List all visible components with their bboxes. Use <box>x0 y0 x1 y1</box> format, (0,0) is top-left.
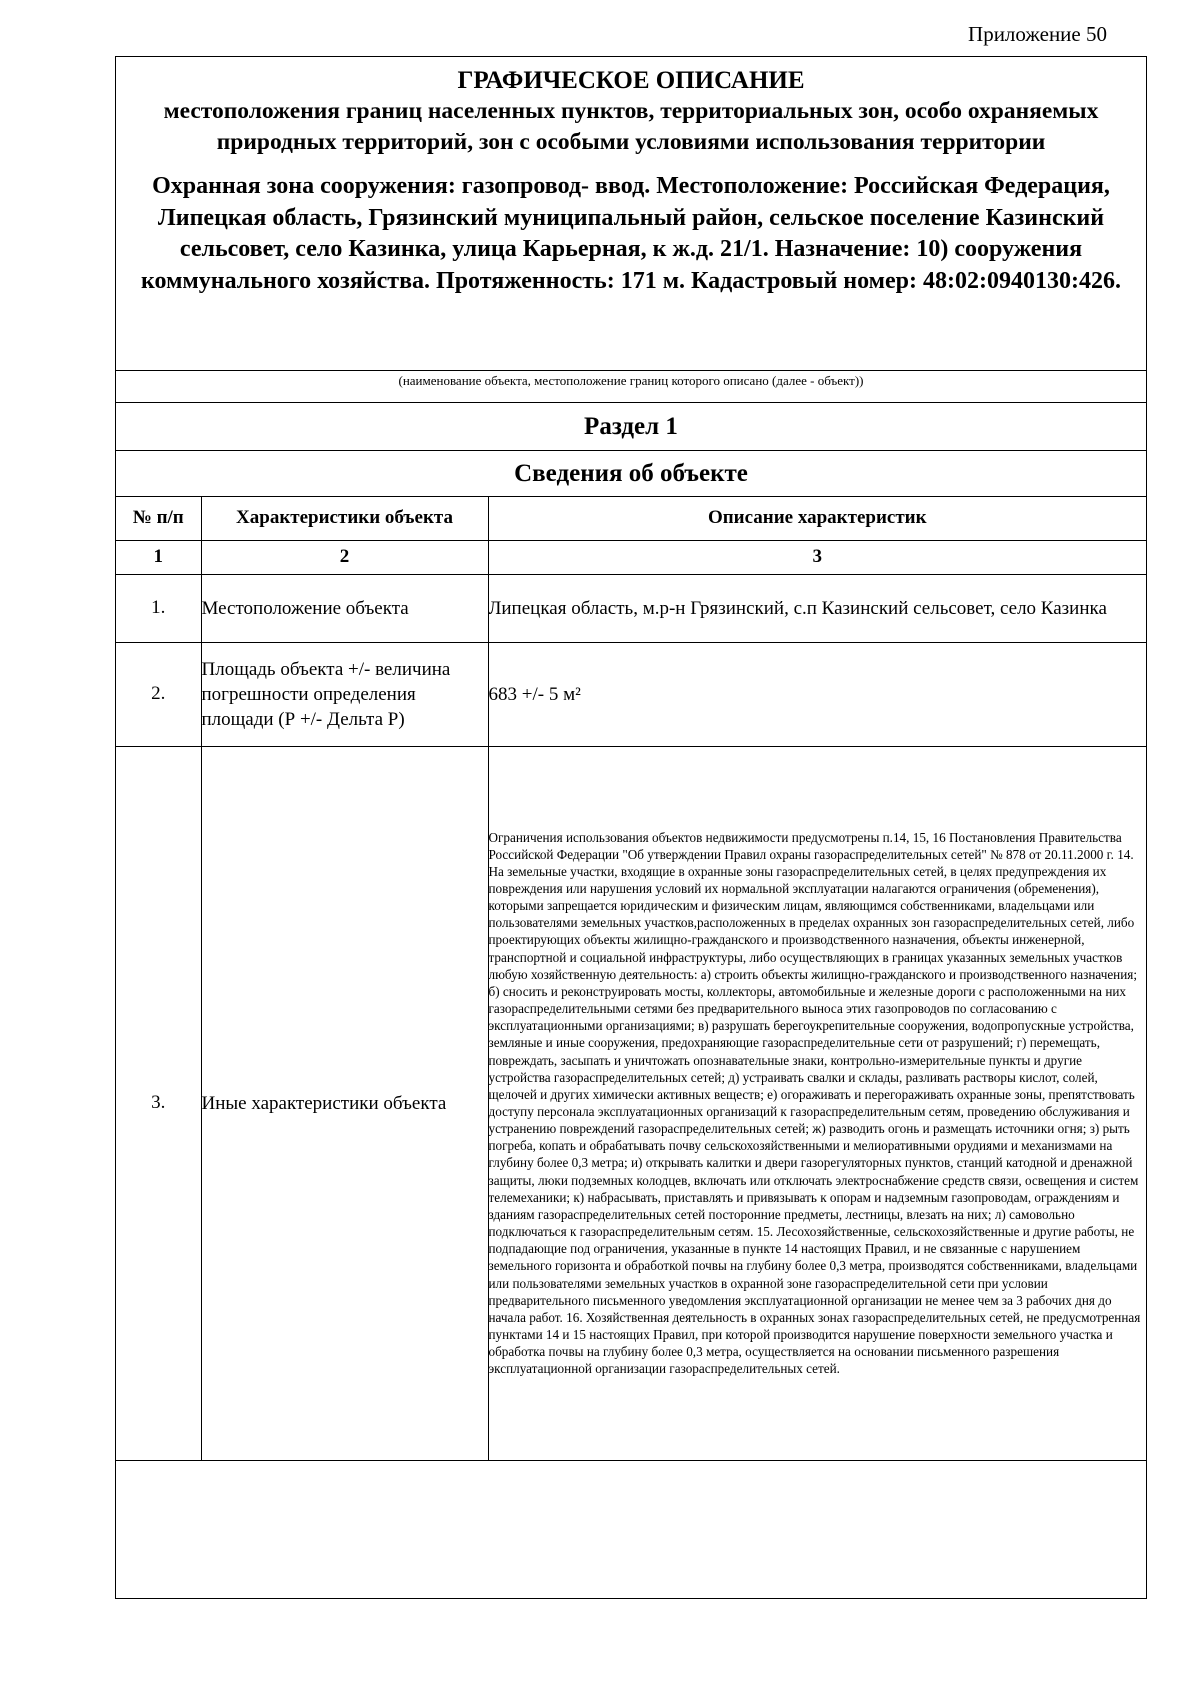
row-number: 2. <box>116 642 201 746</box>
column-header-characteristic: Характеристики объекта <box>201 496 488 540</box>
column-number: 3 <box>488 540 1146 574</box>
document-subtitle: местоположения границ населенных пунктов, территориальных зон, особо охраняемых природных территорий, зон с особыми условиями использования территории <box>163 98 1099 155</box>
object-info-table <box>116 496 1146 1461</box>
object-name: Охранная зона сооружения: газопровод- ввод. Местоположение: Российская Федерация, Липецкая область, Грязинский муниципальный район, сельское поселение Казинский сельсовет, село Казинка, улица Карьерная, к ж.д. 21/1. Назначение: 10) сооружения коммунального хозяйства. Протяженность: 171 м. Кадастровый номер: 48:02:0940130:426. <box>141 173 1121 294</box>
document-title: ГРАФИЧЕСКОЕ ОПИСАНИЕ <box>457 67 805 94</box>
row-description: 683 +/- 5 м² <box>488 642 1146 746</box>
section-title: Раздел 1 <box>584 413 678 440</box>
document-header <box>116 57 1146 370</box>
column-number: 1 <box>116 540 201 574</box>
row-number: 1. <box>116 574 201 642</box>
row-characteristic: Местоположение объекта <box>201 574 488 642</box>
column-number-row <box>116 540 1146 574</box>
document-frame <box>115 56 1147 1599</box>
table-row <box>116 574 1146 642</box>
section-subtitle: Сведения об объекте <box>514 460 748 487</box>
row-description: Липецкая область, м.р-н Грязинский, с.п Казинский сельсовет, село Казинка <box>488 574 1146 642</box>
object-note: (наименование объекта, местоположение границ которого описано (далее - объект)) <box>398 373 864 388</box>
table-row <box>116 746 1146 1460</box>
table-header-row <box>116 496 1146 540</box>
row-number: 3. <box>116 746 201 1460</box>
column-header-description: Описание характеристик <box>488 496 1146 540</box>
table-row <box>116 642 1146 746</box>
column-number: 2 <box>201 540 488 574</box>
row-characteristic: Иные характеристики объекта <box>201 746 488 1460</box>
row-description: Ограничения использования объектов недвижимости предусмотрены п.14, 15, 16 Постановления Правительства Российской Федерации "Об утверждении Правил охраны газораспределительных сетей" № 878 от 20.11.2000 г. 14. На земельные участки, входящие в охранные зоны газораспределительных сетей, в целях предупреждения их повреждения или нарушения условий их нормальной эксплуатации налагаются ограничения (обременения), которыми запрещается юридическим и физическим лицам, являющимся собственниками, владельцами или пользователями земельных участков,расположенных в пределах охранных зон газораспределительных сетей, либо проектирующих объекты жилищно-гражданского и производственного назначения, объекты инженерной, транспортной и социальной инфраструктуры, либо осуществляющих в границах указанных земельных участков любую хозяйственную деятельность: а) строить объекты жилищно-гражданского и производственного назначения; б) сносить и реконструировать мосты, коллекторы, автомобильные и железные дороги с расположенными на них газораспределительными сетями без предварительного выноса этих газопроводов по согласованию с эксплуатационными организациями; в) разрушать берегоукрепительные сооружения, водопропускные устройства, земляные и иные сооружения, предохраняющие газораспределительные сети от разрушений; г) перемещать, повреждать, засыпать и уничтожать опознавательные знаки, контрольно-измерительные пункты и другие устройства газораспределительных сетей; д) устраивать свалки и склады, разливать растворы кислот, солей, щелочей и других химически активных веществ; е) огораживать и перегораживать охранные зоны, препятствовать доступу персонала эксплуатационных организаций к газораспределительным сетям, проведению обслуживания и устранению повреждений газораспределительных сетей; ж) разводить огонь и размещать источники огня; з) рыть погреба, копать и обрабатывать почву сельскохозяйственными и мелиоративными орудиями и механизмами на глубину более 0,3 метра; и) открывать калитки и двери газорегуляторных пунктов, станций катодной и дренажной защиты, люки подземных колодцев, включать или отключать электроснабжение средств связи, освещения и систем телемеханики; к) набрасывать, приставлять и привязывать к опорам и надземным газопроводам, ограждениям и зданиям газораспределительных сетей посторонние предметы, лестницы, влезать на них; л) самовольно подключаться к газораспределительным сетям. 15. Лесохозяйственные, сельскохозяйственные и другие работы, не подпадающие под ограничения, указанные в пункте 14 настоящих Правил, и не связанные с нарушением земельного горизонта и обработкой почвы на глубину более 0,3 метра, производятся собственниками, владельцами или пользователями земельных участков в охранной зоне газораспределительной сети при условии предварительного письменного уведомления эксплуатационной организации не менее чем за 3 рабочих дня до начала работ. 16. Хозяйственная деятельность в охранных зонах газораспределительных сетей, не предусмотренная пунктами 14 и 15 настоящих Правил, при которой производится нарушение поверхности земельного участка и обработка почвы на глубину более 0,3 метра, осуществляется на основании письменного разрешения эксплуатационной организации газораспределительных сетей. <box>488 746 1146 1460</box>
column-header-number: № п/п <box>116 496 201 540</box>
row-characteristic: Площадь объекта +/- величина погрешности определения площади (Р +/- Дельта Р) <box>201 642 488 746</box>
appendix-label: Приложение 50 <box>968 22 1107 46</box>
